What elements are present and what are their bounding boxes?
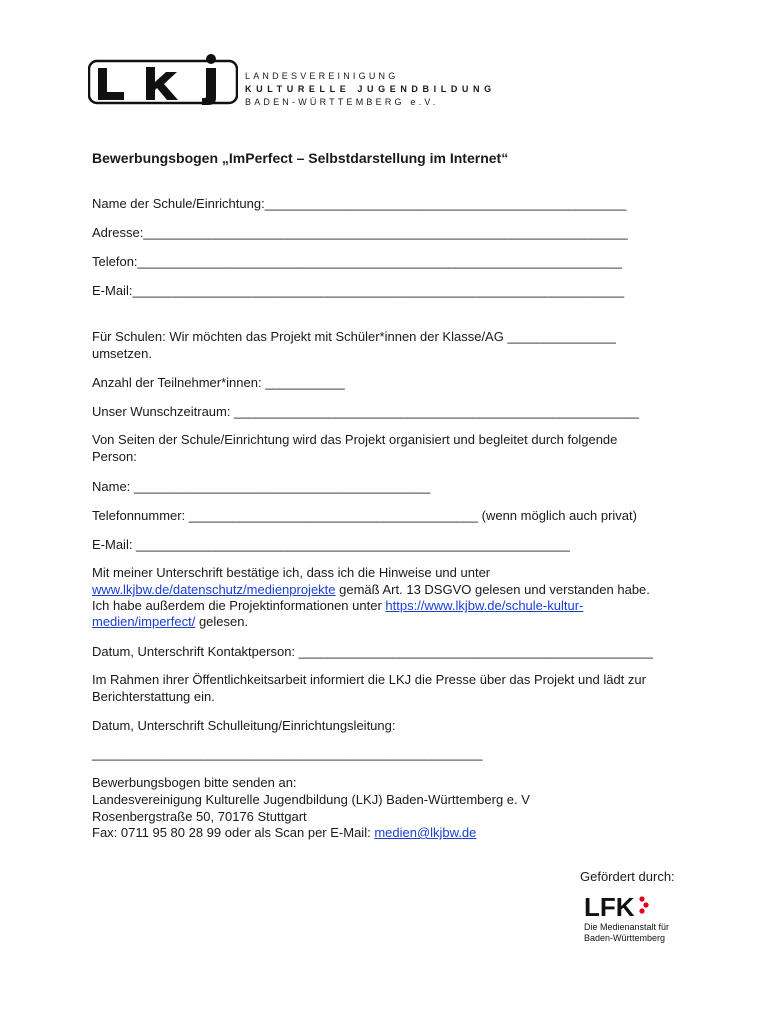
- consent-line4-text: gelesen.: [195, 614, 249, 629]
- lfk-logo-sub1: Die Medienanstalt für: [584, 922, 670, 932]
- contact-email-field[interactable]: E-Mail: ____________________________________________________________: [92, 537, 570, 552]
- project-info-link-continuation[interactable]: medien/imperfect/: [92, 614, 196, 629]
- org-name-line1: LANDESVEREINIGUNG: [245, 71, 399, 81]
- org-name-line2: KULTURELLE JUGENDBILDUNG: [245, 84, 496, 94]
- press-info-line1: Im Rahmen ihrer Öffentlichkeitsarbeit informiert die LKJ die Presse über das Projekt und lädt zur: [92, 672, 646, 687]
- participants-field[interactable]: Anzahl der Teilnehmer*innen: ___________: [92, 375, 345, 390]
- sponsor-label: Gefördert durch:: [580, 869, 675, 884]
- lfk-logo: [584, 892, 684, 946]
- consent-line1: Mit meiner Unterschrift bestätige ich, dass ich die Hinweise und unter: [92, 565, 491, 580]
- project-info-link[interactable]: https://www.lkjbw.de/schule-kultur-: [385, 598, 584, 613]
- consent-line3-text: Ich habe außerdem die Projektinformationen unter: [92, 598, 386, 613]
- press-info-line2: Berichterstattung ein.: [92, 689, 215, 704]
- org-name-line3: BADEN-WÜRTTEMBERG e.V.: [245, 97, 439, 107]
- period-field[interactable]: Unser Wunschzeitraum: ________________________________________________________: [92, 404, 639, 419]
- fax-text: Fax: 0711 95 80 28 99 oder als Scan per E-Mail:: [92, 825, 375, 840]
- send-to-fax: [92, 824, 476, 841]
- contact-signature-field[interactable]: Datum, Unterschrift Kontaktperson: _________________________________________________: [92, 644, 653, 659]
- privacy-link[interactable]: www.lkjbw.de/datenschutz/medienprojekte: [92, 582, 336, 597]
- email-field[interactable]: E-Mail:____________________________________________________________________: [92, 283, 625, 298]
- send-to-street: Rosenbergstraße 50, 70176 Stuttgart: [92, 809, 307, 824]
- lkj-logo: [88, 53, 238, 105]
- lfk-logo-text: LFK: [584, 892, 635, 922]
- consent-line4: [92, 613, 248, 630]
- contact-intro-continuation: Person:: [92, 449, 137, 464]
- email-link[interactable]: medien@lkjbw.de: [374, 825, 477, 840]
- form-title: Bewerbungsbogen „ImPerfect – Selbstdarstellung im Internet“: [92, 150, 509, 166]
- consent-line2: [92, 581, 650, 598]
- send-to-org: Landesvereinigung Kulturelle Jugendbildung (LKJ) Baden-Württemberg e. V: [92, 792, 530, 807]
- phone-field[interactable]: Telefon:___________________________________________________________________: [92, 254, 622, 269]
- lfk-logo-sub2: Baden-Württemberg: [584, 933, 666, 943]
- principal-signature-line[interactable]: ______________________________________________________: [92, 746, 483, 761]
- school-name-field[interactable]: Name der Schule/Einrichtung:__________________________________________________: [92, 196, 627, 211]
- principal-signature-label: Datum, Unterschrift Schulleitung/Einrichtungsleitung:: [92, 718, 396, 733]
- consent-line2-text: gemäß Art. 13 DSGVO gelesen und verstanden habe.: [335, 582, 650, 597]
- consent-line3: [92, 597, 583, 614]
- address-field[interactable]: Adresse:___________________________________________________________________: [92, 225, 628, 240]
- contact-phone-field[interactable]: Telefonnummer: ________________________________________ (wenn möglich auch privat): [92, 508, 637, 523]
- class-field-continuation: umsetzen.: [92, 346, 152, 361]
- contact-intro: Von Seiten der Schule/Einrichtung wird das Projekt organisiert und begleitet durch folgende: [92, 432, 618, 447]
- class-field[interactable]: Für Schulen: Wir möchten das Projekt mit Schüler*innen der Klasse/AG _______________: [92, 329, 616, 344]
- send-to-label: Bewerbungsbogen bitte senden an:: [92, 775, 297, 790]
- contact-name-field[interactable]: Name: _________________________________________: [92, 479, 431, 494]
